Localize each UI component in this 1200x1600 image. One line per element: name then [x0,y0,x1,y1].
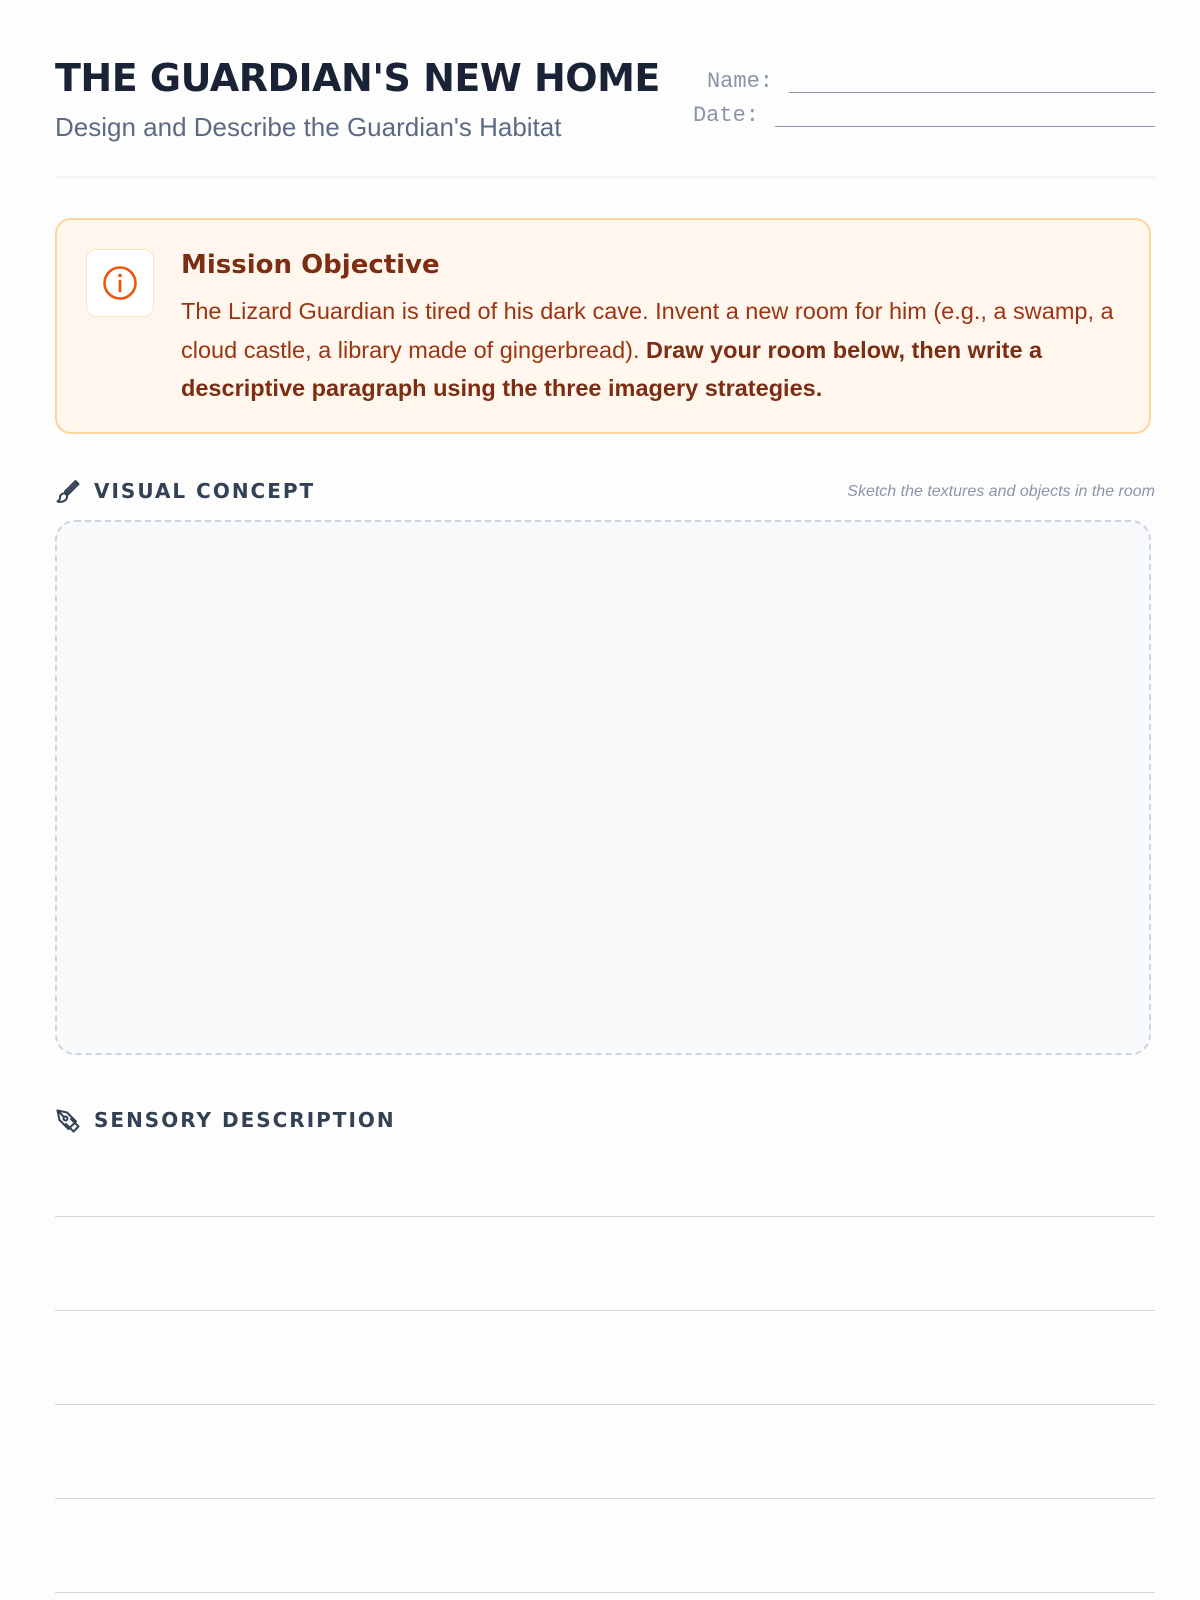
visual-concept-hint: Sketch the textures and objects in the room [847,483,1155,500]
page-subtitle: Design and Describe the Guardian's Habitat [55,112,562,142]
mission-box [55,218,1151,434]
date-label: Date: [692,103,759,128]
page-title: THE GUARDIAN'S NEW HOME [55,56,660,100]
student-info [685,68,1155,148]
writing-line[interactable] [55,1216,1155,1217]
name-field[interactable] [789,70,1155,93]
visual-concept-title: VISUAL CONCEPT [94,479,316,503]
sensory-description-header [55,1106,1155,1136]
mission-text-plain: The Lizard Guardian is tired of his dark cave. Invent a new room for him (e.g., a swamp, a cloud castle, a library made of gingerbread). [181,298,1114,363]
writing-line[interactable] [55,1592,1155,1593]
mission-title: Mission Objective [181,250,440,280]
sensory-description-title: SENSORY DESCRIPTION [94,1108,396,1132]
paintbrush-icon [55,479,81,505]
visual-concept-header [55,477,1155,507]
writing-line[interactable] [55,1404,1155,1405]
date-field[interactable] [775,104,1155,127]
pen-nib-icon [55,1108,81,1134]
writing-line[interactable] [55,1310,1155,1311]
writing-line[interactable] [55,1498,1155,1499]
worksheet-header [55,54,1155,178]
mission-text [181,292,1131,408]
worksheet-page [55,0,1155,1600]
info-icon [86,249,154,317]
drawing-area[interactable] [55,520,1151,1055]
mission-text-bold: Draw your room below, then write a descriptive paragraph using the three imagery strategies. [181,336,1043,401]
date-row [693,104,1155,127]
name-label: Name: [706,69,773,94]
name-row [707,70,1155,93]
